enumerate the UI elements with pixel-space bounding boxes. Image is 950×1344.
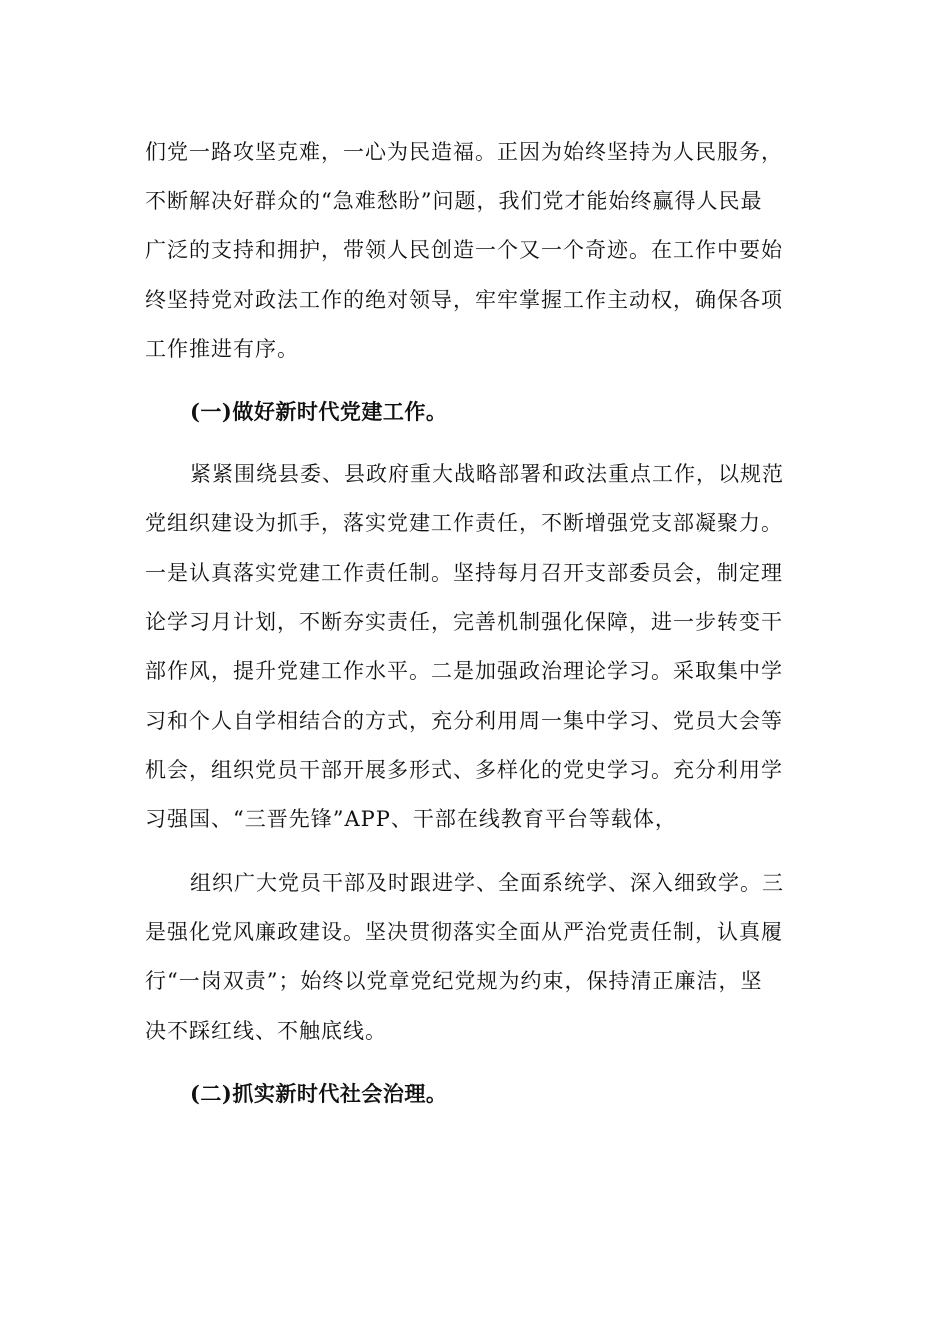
paragraph-3-line-3: 行“一岗双责”；始终以党章党纪党规为约束，保持清正廉洁，坚 (145, 969, 763, 993)
paragraph-1-line-3: 广泛的支持和拥护，带领人民创造一个又一个奇迹。在工作中要始 (145, 238, 783, 262)
paragraph-3-line-2: 是强化党风廉政建设。坚决贯彻落实全面从严治党责任制，认真履 (145, 920, 783, 944)
section-heading-1: (一)做好新时代党建工作。 (190, 399, 448, 424)
paragraph-1-line-4: 终坚持党对政法工作的绝对领导，牢牢掌握工作主动权，确保各项 (145, 288, 783, 312)
paragraph-2-line-3: 一是认真落实党建工作责任制。坚持每月召开支部委员会，制定理 (145, 561, 783, 585)
paragraph-1-line-5: 工作推进有序。 (145, 337, 299, 361)
section-heading-2: (二)抓实新时代社会治理。 (190, 1081, 448, 1106)
paragraph-1-line-1: 们党一路攻坚克难，一心为民造福。正因为始终坚持为人民服务， (145, 140, 783, 164)
paragraph-3-line-4: 决不踩红线、不触底线。 (145, 1019, 387, 1043)
paragraph-2-line-4: 论学习月计划，不断夯实责任，完善机制强化保障，进一步转变干 (145, 610, 783, 634)
paragraph-1-line-2: 不断解决好群众的“急难愁盼”问题，我们党才能始终赢得人民最 (145, 189, 763, 213)
paragraph-2-line-7: 机会，组织党员干部开展多形式、多样化的党史学习。充分利用学 (145, 758, 783, 782)
paragraph-3-line-1: 组织广大党员干部及时跟进学、全面系统学、深入细致学。三 (190, 871, 784, 895)
paragraph-2-line-1: 紧紧围绕县委、县政府重大战略部署和政法重点工作，以规范 (190, 462, 784, 486)
paragraph-2-line-2: 党组织建设为抓手，落实党建工作责任，不断增强党支部凝聚力。 (145, 511, 783, 535)
paragraph-2-line-5: 部作风，提升党建工作水平。二是加强政治理论学习。采取集中学 (145, 659, 783, 683)
paragraph-2-line-8: 习强国、“三晋先锋”APP、干部在线教育平台等载体， (145, 807, 677, 831)
paragraph-2-line-6: 习和个人自学相结合的方式，充分利用周一集中学习、党员大会等 (145, 709, 783, 733)
